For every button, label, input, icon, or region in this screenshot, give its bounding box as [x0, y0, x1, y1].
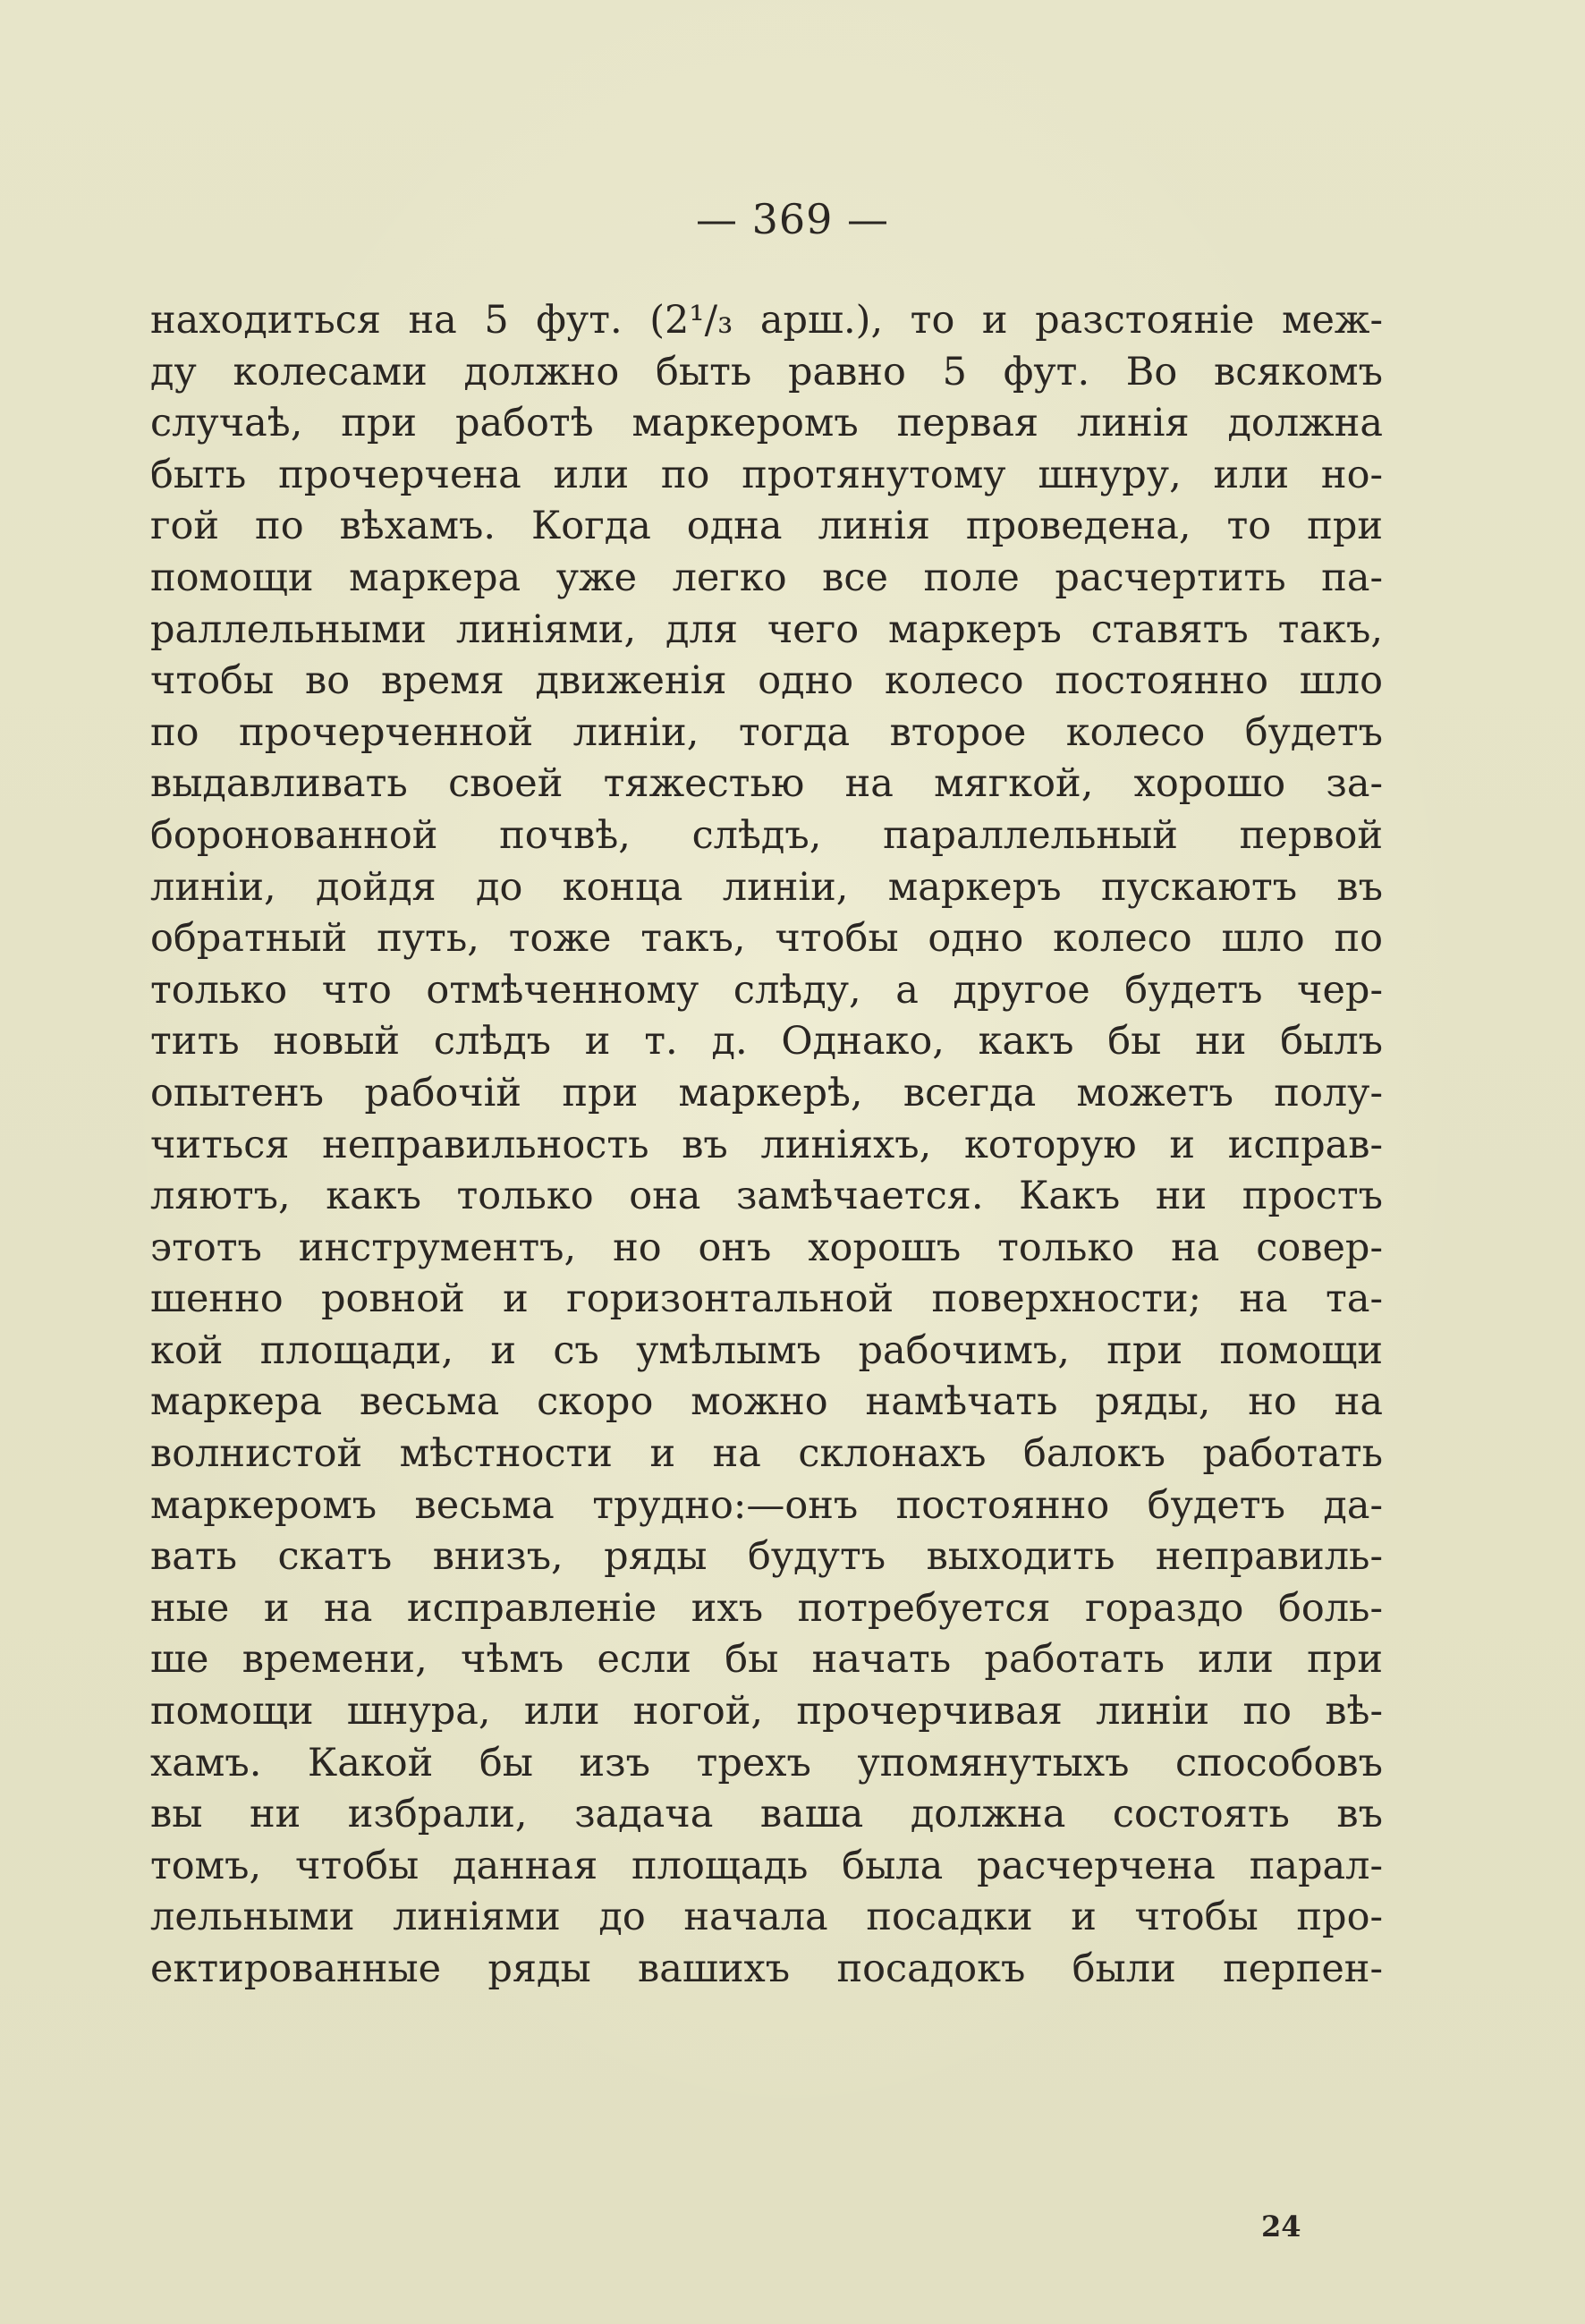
text-line: волнистой мѣстности и на склонахъ балокъ работать: [150, 1431, 1383, 1477]
text-line: линіи, дойдя до конца линіи, маркеръ пускаютъ въ: [150, 864, 1383, 910]
text-line: ные и на исправленіе ихъ потребуется гораздо боль-: [150, 1585, 1383, 1631]
text-line: шенно ровной и горизонтальной поверхности; на та-: [150, 1277, 1383, 1322]
text-line: случаѣ, при работѣ маркеромъ первая линія должна: [150, 401, 1383, 446]
text-line: маркера весьма скоро можно намѣчать ряды, но на: [150, 1379, 1383, 1425]
text-line: опытенъ рабочій при маркерѣ, всегда можетъ полу-: [150, 1070, 1383, 1115]
body-text: [150, 295, 1383, 1996]
text-line: лельными линіями до начала посадки и чтобы про-: [150, 1895, 1383, 1940]
text-line: помощи шнура, или ногой, прочерчивая линіи по вѣ-: [150, 1689, 1383, 1735]
text-line: раллельными линіями, для чего маркеръ ставятъ такъ,: [150, 606, 1383, 652]
text-line: хамъ. Какой бы изъ трехъ упомянутыхъ способовъ: [150, 1740, 1383, 1785]
page-number-header: — 369 —: [695, 195, 890, 243]
text-line: находиться на 5 фут. (2¹/₃ арш.), то и разстояніе меж-: [150, 298, 1383, 343]
text-line: ляютъ, какъ только она замѣчается. Какъ ни простъ: [150, 1174, 1383, 1219]
text-line: обратный путь, тоже такъ, чтобы одно колесо шло по: [150, 916, 1383, 962]
text-line: помощи маркера уже легко все поле расчертить па-: [150, 555, 1383, 600]
text-line: читься неправильность въ линіяхъ, которую и исправ-: [150, 1122, 1383, 1167]
signature-mark: 24: [1261, 2209, 1301, 2243]
text-line: по прочерченной линіи, тогда второе колесо будетъ: [150, 709, 1383, 755]
text-line: гой по вѣхамъ. Когда одна линія проведена, то при: [150, 504, 1383, 549]
text-line: томъ, чтобы данная площадь была расчерчена парал-: [150, 1843, 1383, 1888]
text-line: выдавливать своей тяжестью на мягкой, хорошо за-: [150, 761, 1383, 807]
text-line: тить новый слѣдъ и т. д. Однако, какъ бы ни былъ: [150, 1019, 1383, 1064]
text-line: чтобы во время движенія одно колесо постоянно шло: [150, 658, 1383, 704]
text-line: ду колесами должно быть равно 5 фут. Во всякомъ: [150, 349, 1383, 394]
text-line: боронованной почвѣ, слѣдъ, параллельный первой: [150, 812, 1383, 858]
text-line: ектированные ряды вашихъ посадокъ были перпен-: [150, 1947, 1383, 1991]
text-line: вы ни избрали, задача ваша должна состоять въ: [150, 1792, 1383, 1837]
text-line: только что отмѣченному слѣду, а другое будетъ чер-: [150, 967, 1383, 1013]
text-line: маркеромъ весьма трудно:—онъ постоянно будетъ да-: [150, 1482, 1383, 1528]
text-line: кой площади, и съ умѣлымъ рабочимъ, при помощи: [150, 1327, 1383, 1373]
text-line: этотъ инструментъ, но онъ хорошъ только на совер-: [150, 1225, 1383, 1270]
text-line: быть прочерчена или по протянутому шнуру, или но-: [150, 452, 1383, 497]
text-line: вать скатъ внизъ, ряды будутъ выходить неправиль-: [150, 1534, 1383, 1580]
text-line: ше времени, чѣмъ если бы начать работать или при: [150, 1637, 1383, 1683]
